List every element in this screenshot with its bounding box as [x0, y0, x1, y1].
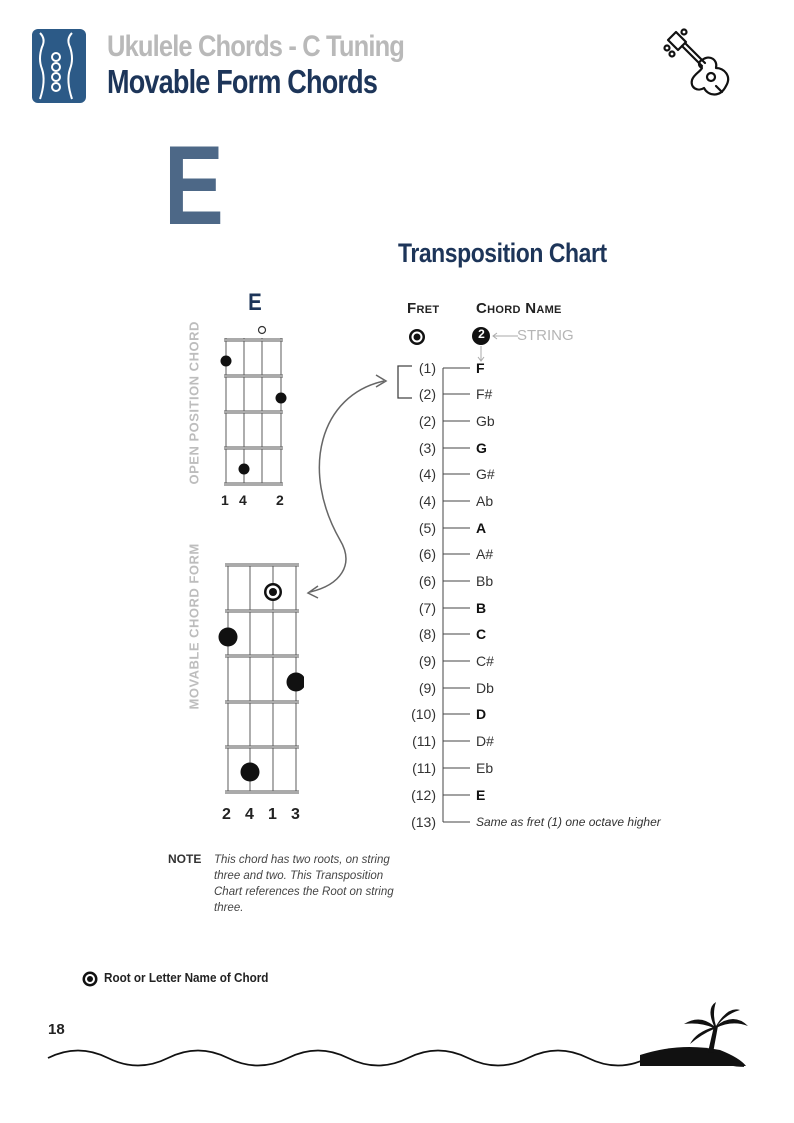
chord-name: Eb [476, 760, 494, 776]
fret-value: (9) [418, 653, 436, 669]
header-series-title: Ukulele Chords - C Tuning [107, 30, 405, 63]
string-number: 2 [478, 327, 485, 341]
chord-name: G# [476, 466, 495, 482]
note-text: This chord has two roots, on string three and two. This Transposition Chart references the Root on string three. [214, 854, 394, 914]
chord-name: Ab [476, 493, 494, 509]
fret-value: (7) [418, 600, 436, 616]
string-label: STRING [517, 327, 574, 344]
movable-finger-3: 1 [268, 806, 277, 823]
palm-tree-icon [640, 1002, 748, 1066]
movable-finger-4: 3 [291, 806, 300, 823]
fret-value: (11) [412, 760, 436, 776]
chord-name: Gb [476, 413, 495, 429]
open-chord-name: E [248, 289, 262, 316]
chord-name: F [476, 360, 485, 376]
chord-name: G [476, 440, 487, 456]
fret-value: (12) [411, 787, 436, 803]
chord-name: E [476, 787, 486, 803]
root-legend-text: Root or Letter Name of Chord [104, 970, 269, 985]
open-finger-3: 2 [276, 492, 284, 508]
fret-value: (2) [418, 386, 436, 402]
chord-name: Db [476, 680, 494, 696]
chord-name: D# [476, 733, 494, 749]
transposition-chart-title: Transposition Chart [398, 238, 607, 268]
chord-name: F# [476, 386, 493, 402]
fret-value: (6) [418, 546, 436, 562]
fret-value: (4) [418, 493, 436, 509]
root-legend-icon [81, 970, 99, 988]
fret-column-header: Fret [407, 300, 440, 317]
chord-name: B [476, 600, 487, 616]
fret-value: (13) [411, 814, 436, 830]
fret-value: (10) [411, 706, 436, 722]
fret-value: (4) [418, 466, 436, 482]
fret-value: (5) [418, 520, 436, 536]
open-position-caption: OPEN POSITION CHORD [186, 321, 202, 485]
fret-value: (3) [418, 440, 436, 456]
wave-line [48, 1051, 744, 1067]
chord-letter: E [164, 123, 224, 248]
open-finger-2: 4 [239, 492, 247, 508]
fret-value: (8) [418, 626, 436, 642]
chord-name-octave-note: Same as fret (1) one octave higher [476, 815, 661, 829]
footer-decoration [0, 1000, 794, 1090]
movable-finger-1: 2 [222, 806, 231, 823]
movable-form-caption: MOVABLE CHORD FORM [186, 543, 202, 710]
chord-name: C# [476, 653, 494, 669]
fret-value: (6) [418, 573, 436, 589]
header-page-title: Movable Form Chords [107, 63, 378, 100]
chord-name: D [476, 706, 487, 722]
chord-name: A# [476, 546, 494, 562]
chord-name: C [476, 626, 487, 642]
page-number: 18 [48, 1021, 65, 1038]
chord-name: A [476, 520, 487, 536]
chord-name: Bb [476, 573, 494, 589]
movable-finger-2: 4 [245, 806, 254, 823]
fret-value: (11) [412, 733, 436, 749]
fret-value: (1) [418, 360, 436, 376]
open-finger-1: 1 [221, 492, 229, 508]
chord-name-column-header: Chord Name [476, 300, 562, 317]
fret-value: (2) [418, 413, 436, 429]
fret-value: (9) [418, 680, 436, 696]
note-label: NOTE [168, 852, 202, 866]
